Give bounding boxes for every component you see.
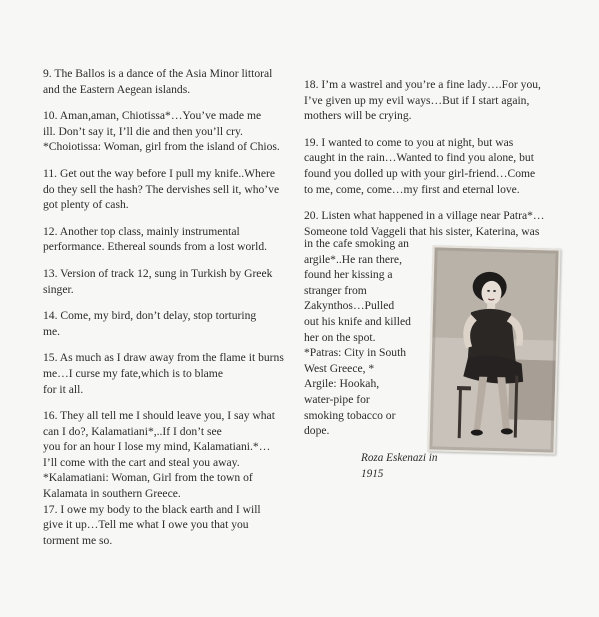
note-11: [43, 166, 295, 213]
note-13-line: 13. Version of track 12, sung in Turkish by Greek: [43, 266, 273, 280]
note-10: [43, 108, 295, 155]
note-15-line: me…I curse my fate,which is to blame: [43, 366, 223, 380]
note-20-line: her on the spot.: [304, 330, 376, 344]
note-9-line: 9. The Ballos is a dance of the Asia Minor littoral: [43, 67, 273, 80]
note-15-line: for it all.: [43, 382, 84, 396]
note-19-line: caught in the rain…Wanted to find you alone, but: [304, 151, 534, 165]
note-14: [43, 308, 295, 339]
note-20-line: stranger from: [304, 283, 367, 297]
note-20-line: *Patras: City in South: [304, 346, 407, 360]
caption-line-1: Roza Eskenazi in: [361, 452, 438, 464]
note-20-line: Zakynthos…Pulled: [304, 299, 395, 313]
note-11-line: do they sell the hash? The dervishes sell it, who’ve: [43, 182, 280, 196]
note-20-wrapped-text: [304, 236, 424, 439]
note-19-line: to me, come, come…my first and eternal love.: [304, 182, 520, 196]
note-16-line: *Kalamatiani: Woman, Girl from the town of: [43, 471, 253, 485]
note-17: [43, 502, 295, 549]
note-16: [43, 408, 295, 502]
note-15-line: 15. As much as I draw away from the flame it burns: [43, 351, 284, 365]
note-13-line: singer.: [43, 282, 74, 296]
note-20-top: [304, 208, 554, 239]
note-12: [43, 224, 295, 255]
note-18: [304, 77, 554, 124]
note-16-line: 16. They all tell me I should leave you, I say what: [43, 409, 275, 423]
portrait-photo-image: [429, 247, 558, 452]
photo-caption: [361, 451, 438, 482]
note-20-line: smoking tobacco or: [304, 408, 396, 422]
note-11-line: 11. Get out the way before I pull my knife..Where: [43, 166, 276, 180]
note-20-top-line: Someone told Vaggeli that his sister, Katerina, was: [304, 224, 540, 238]
note-16-line: Kalamata in southern Greece.: [43, 487, 181, 501]
note-20-top-line: 20. Listen what happened in a village near Patra*…: [304, 209, 545, 223]
roza-eskenazi-photo: [427, 245, 560, 454]
note-20-line: argile*..He ran there,: [304, 252, 402, 266]
note-12-line: performance. Ethereal sounds from a lost world.: [43, 240, 268, 254]
note-18-line: mothers will be crying.: [304, 109, 412, 123]
note-9: [43, 66, 295, 97]
note-20-line: Argile: Hookah,: [304, 377, 380, 391]
note-13: [43, 266, 295, 297]
note-16-line: you for an hour I lose my mind, Kalamatiani.*…: [43, 440, 271, 454]
note-9-line: and the Eastern Aegean islands.: [43, 82, 191, 96]
note-19-line: found you dolled up with your girl-friend…Come: [304, 166, 536, 180]
note-20-line: out his knife and killed: [304, 314, 411, 328]
note-16-line: can I do?, Kalamatiani*,..If I don’t see: [43, 424, 222, 438]
note-20-line: dope.: [304, 424, 330, 438]
note-10-line: 10. Aman,aman, Chiotissa*…You’ve made me: [43, 109, 262, 123]
note-14-line: me.: [43, 324, 61, 338]
note-18-line: I’ve given up my evil ways…But if I start again,: [304, 93, 530, 107]
note-19-line: 19. I wanted to come to you at night, but was: [304, 135, 514, 149]
note-11-line: got plenty of cash.: [43, 198, 129, 212]
note-12-line: 12. Another top class, mainly instrumental: [43, 224, 240, 238]
caption-line-2: 1915: [361, 467, 384, 480]
left-column: [43, 66, 295, 559]
note-17-line: give it up…Tell me what I owe you that you: [43, 518, 249, 532]
note-19: [304, 135, 554, 197]
note-17-line: torment me so.: [43, 533, 113, 547]
note-20-line: West Greece, *: [304, 361, 375, 375]
note-20-line: water-pipe for: [304, 392, 370, 406]
note-10-line: *Choiotissa: Woman, girl from the island of Chios.: [43, 140, 280, 154]
note-14-line: 14. Come, my bird, don’t delay, stop torturing: [43, 309, 257, 323]
note-20-line: found her kissing a: [304, 268, 393, 282]
note-16-line: I’ll come with the cart and steal you away.: [43, 455, 240, 469]
note-20-line: in the cafe smoking an: [304, 237, 409, 250]
note-15: [43, 350, 295, 397]
note-10-line: ill. Don’t say it, I’ll die and then you’ll cry.: [43, 124, 243, 138]
note-17-line: 17. I owe my body to the black earth and I will: [43, 502, 261, 516]
right-column: [304, 77, 554, 250]
note-18-line: 18. I’m a wastrel and you’re a fine lady….For you,: [304, 78, 541, 91]
